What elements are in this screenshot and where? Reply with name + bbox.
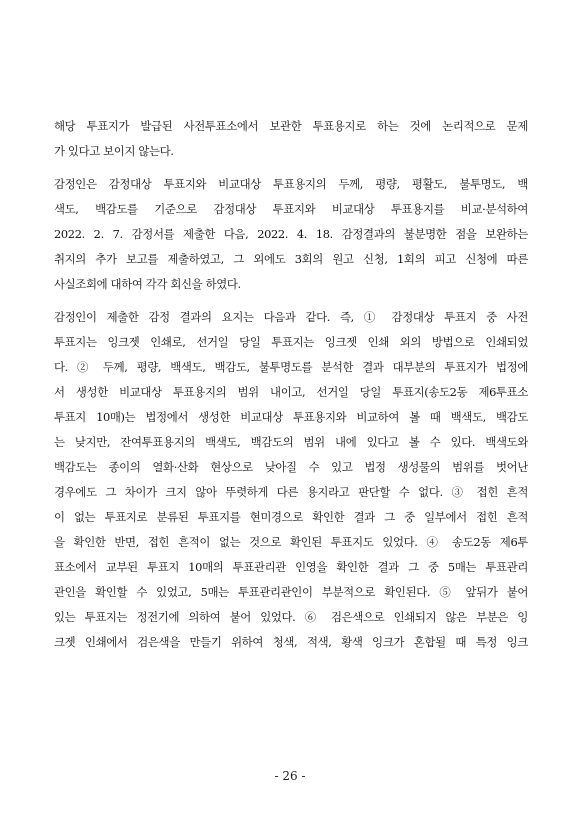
- text-line: 투표지는 잉크젯 인쇄로, 선거일 당일 투표지는 잉크젯 인쇄 외의 방법으로 인쇄되었: [54, 335, 528, 349]
- text-line: 다. ② 두께, 평량, 백색도, 백감도, 불투명도를 분석한 결과 대부분의 투표지가 법정에: [54, 360, 528, 374]
- text-line: 는 낮지만, 잔여투표용지의 백색도, 백감도의 범위 내에 있다고 볼 수 있다. 백색도와: [54, 435, 528, 449]
- text-line: 투표지 10매)는 법정에서 생성한 비교대상 투표용지와 비교하여 볼 때 백색도, 백감도: [54, 410, 528, 424]
- text-line: 해당 투표지가 발급된 사전투표소에서 보관한 투표용지로 하는 것에 논리적으로 문제: [54, 119, 528, 133]
- body-text: [54, 114, 528, 655]
- text-line: 감정인은 감정대상 투표지와 비교대상 투표용지의 두께, 평량, 평활도, 불투명도, 백: [54, 177, 528, 191]
- text-line: 있는 투표지는 정전기에 의하여 붙어 있었다. ⑥ 검은색으로 인쇄되지 않은 부분은 잉: [54, 610, 528, 624]
- text-line: 경우에도 그 차이가 크지 않아 뚜렷하게 다른 용지라고 판단할 수 없다. ③ 접힌 흔적: [54, 485, 528, 499]
- text-line: 크젯 인쇄에서 검은색을 만들기 위하여 청색, 적색, 황색 잉크가 혼합될 때 특정 잉크: [54, 635, 528, 649]
- paragraph: [54, 114, 528, 164]
- text-line: 2022. 2. 7. 감정서를 제출한 다음, 2022. 4. 18. 감정결과의 불분명한 점을 보완하는: [54, 227, 528, 241]
- text-line: 서 생성한 비교대상 투표용지의 범위 내이고, 선거일 당일 투표지(송도2동 제6투표소: [54, 385, 528, 399]
- text-line: 이 없는 투표지로 분류된 투표지를 현미경으로 확인한 결과 그 중 일부에서 접힌 흔적: [54, 510, 528, 524]
- text-line: 색도, 백감도를 기준으로 감정대상 투표지와 비교대상 투표용지를 비교·분석하여: [54, 202, 528, 216]
- text-line: 취지의 추가 보고를 제출하였고, 그 외에도 3회의 원고 신청, 1회의 피고 신청에 따른: [54, 252, 528, 266]
- text-line: 가 있다고 보이지 않는다.: [54, 144, 174, 158]
- text-line: 감정인이 제출한 감정 결과의 요지는 다음과 같다. 즉, ① 감정대상 투표지 중 사전: [54, 310, 528, 324]
- page-number: - 26 -: [274, 769, 306, 783]
- text-line: 사실조회에 대하여 각각 회신을 하였다.: [54, 277, 241, 291]
- text-line: 표소에서 교부된 투표지 10매의 투표관리관 인영을 확인한 결과 그 중 5매는 투표관리: [54, 560, 528, 574]
- text-line: 관인을 확인할 수 있었고, 5매는 투표관리관인이 부분적으로 확인된다. ⑤ 앞뒤가 붙어: [54, 585, 528, 599]
- text-line: 백감도는 종이의 열화·산화 현상으로 낮아질 수 있고 법정 생성물의 범위를 벗어난: [54, 460, 528, 474]
- text-line: 을 확인한 반면, 접힌 흔적이 없는 것으로 확인된 투표지도 있었다. ④ 송도2동 제6투: [54, 535, 528, 549]
- paragraph: [54, 172, 528, 297]
- paragraph: [54, 305, 528, 655]
